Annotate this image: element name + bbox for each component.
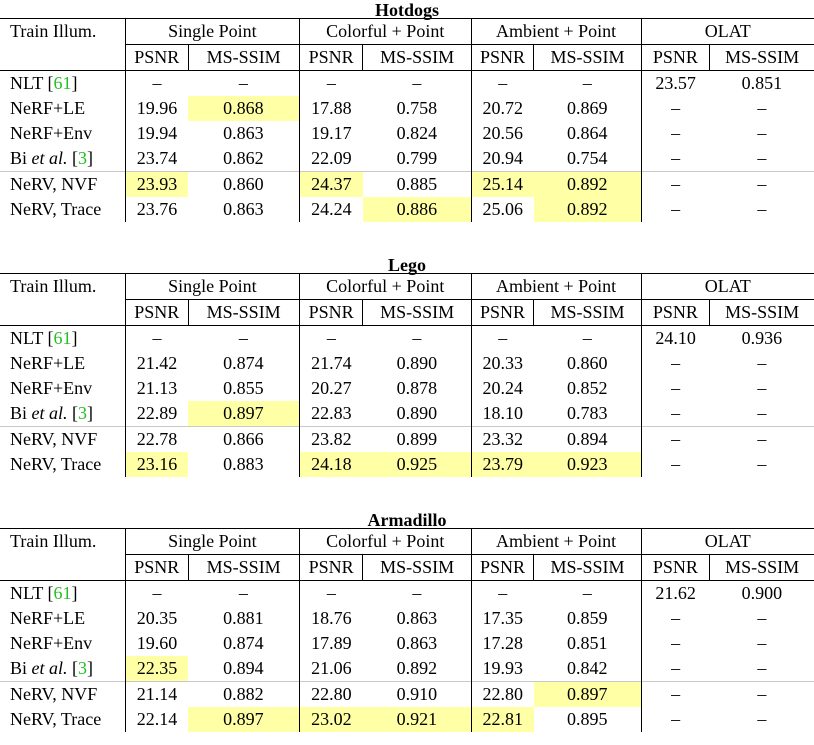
metric-cell: – [757, 123, 767, 143]
et-al-text: et al. [31, 658, 68, 678]
group-header: Ambient + Point [471, 274, 641, 300]
metric-cell: 0.863 [188, 121, 299, 146]
metric-cell: – [363, 326, 471, 352]
table-row [0, 71, 814, 97]
metric-cell: 0.890 [363, 351, 471, 376]
table-row [0, 682, 814, 708]
table-row [0, 172, 814, 198]
metric-header: MS-SSIM [188, 555, 299, 581]
table-row [0, 197, 814, 222]
metric-cell: 22.35 [125, 656, 188, 682]
metric-cell: 20.72 [482, 98, 524, 118]
metric-cell: 19.96 [136, 98, 178, 118]
metric-cell: 0.842 [534, 656, 641, 682]
metric-header: PSNR [471, 555, 534, 581]
metric-cell: 25.06 [482, 199, 524, 219]
metric-cell: – [188, 326, 299, 352]
metric-header: MS-SSIM [188, 300, 299, 326]
table-title: Hotdogs [374, 0, 439, 20]
metric-header: MS-SSIM [363, 300, 471, 326]
metric-header: PSNR [641, 555, 710, 581]
metric-cell: – [757, 658, 767, 678]
metric-header: MS-SSIM [710, 45, 814, 71]
metric-cell: – [534, 326, 641, 352]
metric-cell: 17.35 [482, 608, 524, 628]
group-header: Colorful + Point [299, 19, 471, 45]
train-illum-header: Train Illum. [0, 529, 125, 555]
metric-cell: 0.895 [534, 707, 641, 732]
blank-header-cell [0, 45, 125, 71]
citation-link[interactable]: 3 [78, 403, 88, 423]
method-name: NLT [10, 328, 44, 348]
metric-header: PSNR [471, 45, 534, 71]
metric-cell: – [757, 353, 767, 373]
table-row [0, 452, 814, 477]
method-label [0, 606, 125, 631]
group-header: OLAT [641, 274, 814, 300]
metric-cell: 0.863 [363, 606, 471, 631]
table-row [0, 656, 814, 682]
metric-cell: 23.02 [299, 707, 363, 732]
metric-header: MS-SSIM [534, 300, 641, 326]
metric-cell: – [152, 73, 162, 93]
metric-cell: 20.27 [311, 378, 352, 398]
metric-cell: 0.897 [534, 682, 641, 708]
metric-cell: – [757, 709, 767, 729]
metric-header: PSNR [125, 45, 188, 71]
table-gap [0, 222, 814, 255]
metric-cell: 0.921 [363, 707, 471, 732]
metric-cell: 23.93 [125, 172, 188, 198]
metric-cell: 0.862 [188, 146, 299, 172]
metric-cell: – [671, 403, 681, 423]
metric-cell: – [671, 123, 681, 143]
table-row [0, 376, 814, 401]
method-label: NLT [61] [0, 581, 125, 607]
metric-cell: – [498, 328, 508, 348]
method-label: Bi et al. [3] [0, 401, 125, 427]
method-name: NeRV, NVF [10, 429, 98, 449]
metric-cell: 23.16 [125, 452, 188, 477]
group-header: Ambient + Point [471, 529, 641, 555]
metric-cell: 21.06 [311, 658, 352, 678]
metric-cell: 20.35 [136, 608, 178, 628]
metric-cell: – [710, 172, 814, 198]
metric-cell: 24.10 [655, 328, 696, 348]
metric-cell: 23.79 [471, 452, 534, 477]
metric-cell: – [498, 583, 508, 603]
metric-header: PSNR [299, 555, 363, 581]
metric-cell: 22.14 [136, 709, 178, 729]
metric-cell: 0.882 [188, 682, 299, 708]
method-name: Bi [10, 403, 28, 423]
method-name: NLT [10, 73, 44, 93]
table-gap [0, 477, 814, 510]
blank-header-cell [0, 300, 125, 326]
metric-cell: 23.32 [471, 427, 534, 453]
metric-header: MS-SSIM [534, 555, 641, 581]
metric-cell: – [757, 98, 767, 118]
citation-link[interactable]: 61 [53, 583, 72, 603]
group-header: OLAT [641, 529, 814, 555]
table-block [0, 510, 814, 732]
metric-cell: – [757, 148, 767, 168]
metric-header: PSNR [641, 300, 710, 326]
method-name: NeRV, Trace [10, 199, 102, 219]
metric-cell: – [152, 583, 162, 603]
metric-header: MS-SSIM [188, 45, 299, 71]
table-row [0, 581, 814, 607]
method-name: NeRF+LE [10, 353, 86, 373]
metric-cell: 19.17 [311, 123, 352, 143]
metric-cell: – [363, 581, 471, 607]
metric-cell: 17.28 [482, 633, 524, 653]
et-al-text: et al. [31, 148, 68, 168]
metric-cell: – [671, 148, 681, 168]
metric-cell: 0.868 [188, 96, 299, 121]
metric-cell: 23.76 [136, 199, 178, 219]
metric-cell: 0.864 [534, 121, 641, 146]
table-block [0, 255, 814, 477]
metric-cell: 17.88 [311, 98, 352, 118]
method-label [0, 376, 125, 401]
metric-cell: 22.80 [471, 682, 534, 708]
metric-cell: 0.866 [188, 427, 299, 453]
metric-cell: 22.83 [311, 403, 352, 423]
metric-cell: 0.897 [188, 401, 299, 427]
metric-cell: 21.74 [311, 353, 352, 373]
metric-cell: 22.81 [471, 707, 534, 732]
citation-link[interactable]: 3 [78, 658, 88, 678]
metric-cell: 0.869 [534, 96, 641, 121]
metric-cell: – [757, 378, 767, 398]
metric-cell: 0.899 [363, 427, 471, 453]
method-label [0, 682, 125, 708]
metric-cell: 0.860 [534, 351, 641, 376]
metric-cell: 0.852 [534, 376, 641, 401]
table-row [0, 707, 814, 732]
group-header-row [0, 19, 814, 45]
metric-cell: – [671, 378, 681, 398]
metric-cell: – [641, 427, 710, 453]
metric-cell: 0.894 [534, 427, 641, 453]
method-label [0, 427, 125, 453]
metric-cell: 0.859 [534, 606, 641, 631]
metric-header: PSNR [299, 45, 363, 71]
metric-cell: 24.24 [311, 199, 352, 219]
metric-cell: 0.851 [534, 631, 641, 656]
method-name: Bi [10, 658, 28, 678]
metric-cell: – [671, 454, 681, 474]
method-name: NeRF+Env [10, 123, 93, 143]
group-header: OLAT [641, 19, 814, 45]
metric-cell: 24.37 [299, 172, 363, 198]
metric-cell: 0.886 [363, 197, 471, 222]
metric-cell: – [326, 73, 336, 93]
metric-cell: – [641, 682, 710, 708]
method-name: NeRF+Env [10, 378, 93, 398]
results-table [0, 528, 814, 732]
metric-cell: 0.851 [741, 73, 783, 93]
table-row [0, 427, 814, 453]
metric-header: PSNR [641, 45, 710, 71]
metric-header: MS-SSIM [710, 555, 814, 581]
method-label: Bi et al. [3] [0, 656, 125, 682]
metric-cell: 0.892 [534, 197, 641, 222]
metric-cell: – [326, 328, 336, 348]
method-label [0, 707, 125, 732]
metric-cell: 0.936 [741, 328, 783, 348]
results-table [0, 18, 814, 222]
metric-cell: 0.897 [188, 707, 299, 732]
method-name: NeRV, NVF [10, 684, 98, 704]
metric-header: MS-SSIM [710, 300, 814, 326]
metric-cell: 0.874 [188, 351, 299, 376]
metric-cell: 0.874 [188, 631, 299, 656]
metric-header: PSNR [299, 300, 363, 326]
metric-cell: 0.885 [363, 172, 471, 198]
metric-cell: 0.824 [363, 121, 471, 146]
citation-link[interactable]: 3 [78, 148, 88, 168]
metric-header: PSNR [125, 300, 188, 326]
table-row [0, 631, 814, 656]
table-row [0, 351, 814, 376]
group-header: Colorful + Point [299, 529, 471, 555]
metric-cell: 22.89 [136, 403, 178, 423]
metric-cell: – [671, 98, 681, 118]
metric-cell: 23.74 [136, 148, 178, 168]
metric-cell: 21.14 [125, 682, 188, 708]
metric-header: MS-SSIM [363, 555, 471, 581]
metric-cell: 18.76 [311, 608, 352, 628]
method-label: NLT [61] [0, 326, 125, 352]
metric-cell: 0.758 [363, 96, 471, 121]
method-label: Bi et al. [3] [0, 146, 125, 172]
table-row [0, 121, 814, 146]
metric-cell: 20.56 [482, 123, 524, 143]
group-header: Colorful + Point [299, 274, 471, 300]
metric-cell: 0.783 [534, 401, 641, 427]
method-name: NeRV, Trace [10, 454, 102, 474]
metric-cell: 0.890 [363, 401, 471, 427]
method-label [0, 172, 125, 198]
group-header-row [0, 274, 814, 300]
metric-cell: – [188, 581, 299, 607]
metric-header: PSNR [125, 555, 188, 581]
metric-header-row [0, 45, 814, 71]
metric-cell: – [534, 71, 641, 97]
metric-cell: 0.910 [363, 682, 471, 708]
metric-cell: – [757, 633, 767, 653]
citation-link[interactable]: 61 [53, 328, 72, 348]
metric-cell: – [188, 71, 299, 97]
metric-cell: 0.863 [363, 631, 471, 656]
method-label [0, 121, 125, 146]
metric-cell: 21.42 [136, 353, 178, 373]
metric-cell: – [152, 328, 162, 348]
method-label [0, 452, 125, 477]
metric-cell: – [363, 71, 471, 97]
results-table [0, 273, 814, 477]
table-row [0, 96, 814, 121]
metric-cell: – [710, 427, 814, 453]
metric-cell: – [757, 403, 767, 423]
metric-cell: 20.33 [482, 353, 524, 373]
metric-header: MS-SSIM [534, 45, 641, 71]
method-name: NeRF+LE [10, 608, 86, 628]
metric-cell: – [671, 199, 681, 219]
table-title: Armadillo [367, 510, 447, 530]
metric-cell: – [671, 633, 681, 653]
metric-cell: 25.14 [471, 172, 534, 198]
metric-cell: 17.89 [311, 633, 352, 653]
metric-cell: 23.82 [299, 427, 363, 453]
group-header: Single Point [125, 529, 299, 555]
metric-cell: 24.18 [299, 452, 363, 477]
metric-cell: 20.94 [482, 148, 524, 168]
group-header: Ambient + Point [471, 19, 641, 45]
method-label [0, 631, 125, 656]
metric-cell: 0.923 [534, 452, 641, 477]
metric-cell: – [757, 454, 767, 474]
method-name: NLT [10, 583, 44, 603]
metric-cell: – [534, 581, 641, 607]
metric-header-row [0, 555, 814, 581]
metric-cell: 0.925 [363, 452, 471, 477]
metric-cell: – [641, 172, 710, 198]
table-title: Lego [388, 255, 426, 275]
method-name: Bi [10, 148, 28, 168]
method-label [0, 197, 125, 222]
group-header: Single Point [125, 274, 299, 300]
et-al-text: et al. [31, 403, 68, 423]
table-row [0, 401, 814, 427]
metric-cell: – [498, 73, 508, 93]
metric-cell: – [671, 353, 681, 373]
metric-cell: 0.892 [534, 172, 641, 198]
metric-cell: 0.894 [188, 656, 299, 682]
method-name: NeRF+Env [10, 633, 93, 653]
citation-link[interactable]: 61 [53, 73, 72, 93]
metric-cell: 0.863 [188, 197, 299, 222]
metric-header: MS-SSIM [363, 45, 471, 71]
train-illum-header: Train Illum. [0, 274, 125, 300]
metric-cell: 0.883 [188, 452, 299, 477]
metric-cell: – [326, 583, 336, 603]
metric-cell: – [757, 199, 767, 219]
method-name: NeRV, NVF [10, 174, 98, 194]
method-label [0, 351, 125, 376]
method-label: NLT [61] [0, 71, 125, 97]
metric-cell: – [671, 608, 681, 628]
table-row [0, 326, 814, 352]
metric-cell: 19.60 [136, 633, 178, 653]
metric-cell: – [671, 709, 681, 729]
train-illum-header: Train Illum. [0, 19, 125, 45]
metric-cell: 0.860 [188, 172, 299, 198]
metric-cell: 0.799 [363, 146, 471, 172]
table-block [0, 0, 814, 222]
metric-cell: – [671, 658, 681, 678]
metric-cell: 23.57 [655, 73, 696, 93]
metric-cell: 19.93 [482, 658, 524, 678]
metric-cell: 19.94 [136, 123, 178, 143]
table-row [0, 606, 814, 631]
method-name: NeRV, Trace [10, 709, 102, 729]
metric-cell: – [757, 608, 767, 628]
metric-cell: 0.881 [188, 606, 299, 631]
metric-header: PSNR [471, 300, 534, 326]
metric-cell: 21.13 [136, 378, 178, 398]
table-row [0, 146, 814, 172]
metric-cell: 0.900 [741, 583, 783, 603]
blank-header-cell [0, 555, 125, 581]
metric-cell: 22.80 [299, 682, 363, 708]
metric-cell: 0.878 [363, 376, 471, 401]
group-header-row [0, 529, 814, 555]
metric-cell: 21.62 [655, 583, 696, 603]
metric-cell: 0.754 [534, 146, 641, 172]
method-label [0, 96, 125, 121]
metric-cell: 22.09 [311, 148, 352, 168]
metric-cell: 0.892 [363, 656, 471, 682]
metric-cell: – [710, 682, 814, 708]
metric-cell: 18.10 [482, 403, 524, 423]
group-header: Single Point [125, 19, 299, 45]
metric-header-row [0, 300, 814, 326]
metric-cell: 22.78 [125, 427, 188, 453]
method-name: NeRF+LE [10, 98, 86, 118]
metric-cell: 0.855 [188, 376, 299, 401]
metric-cell: 20.24 [482, 378, 524, 398]
